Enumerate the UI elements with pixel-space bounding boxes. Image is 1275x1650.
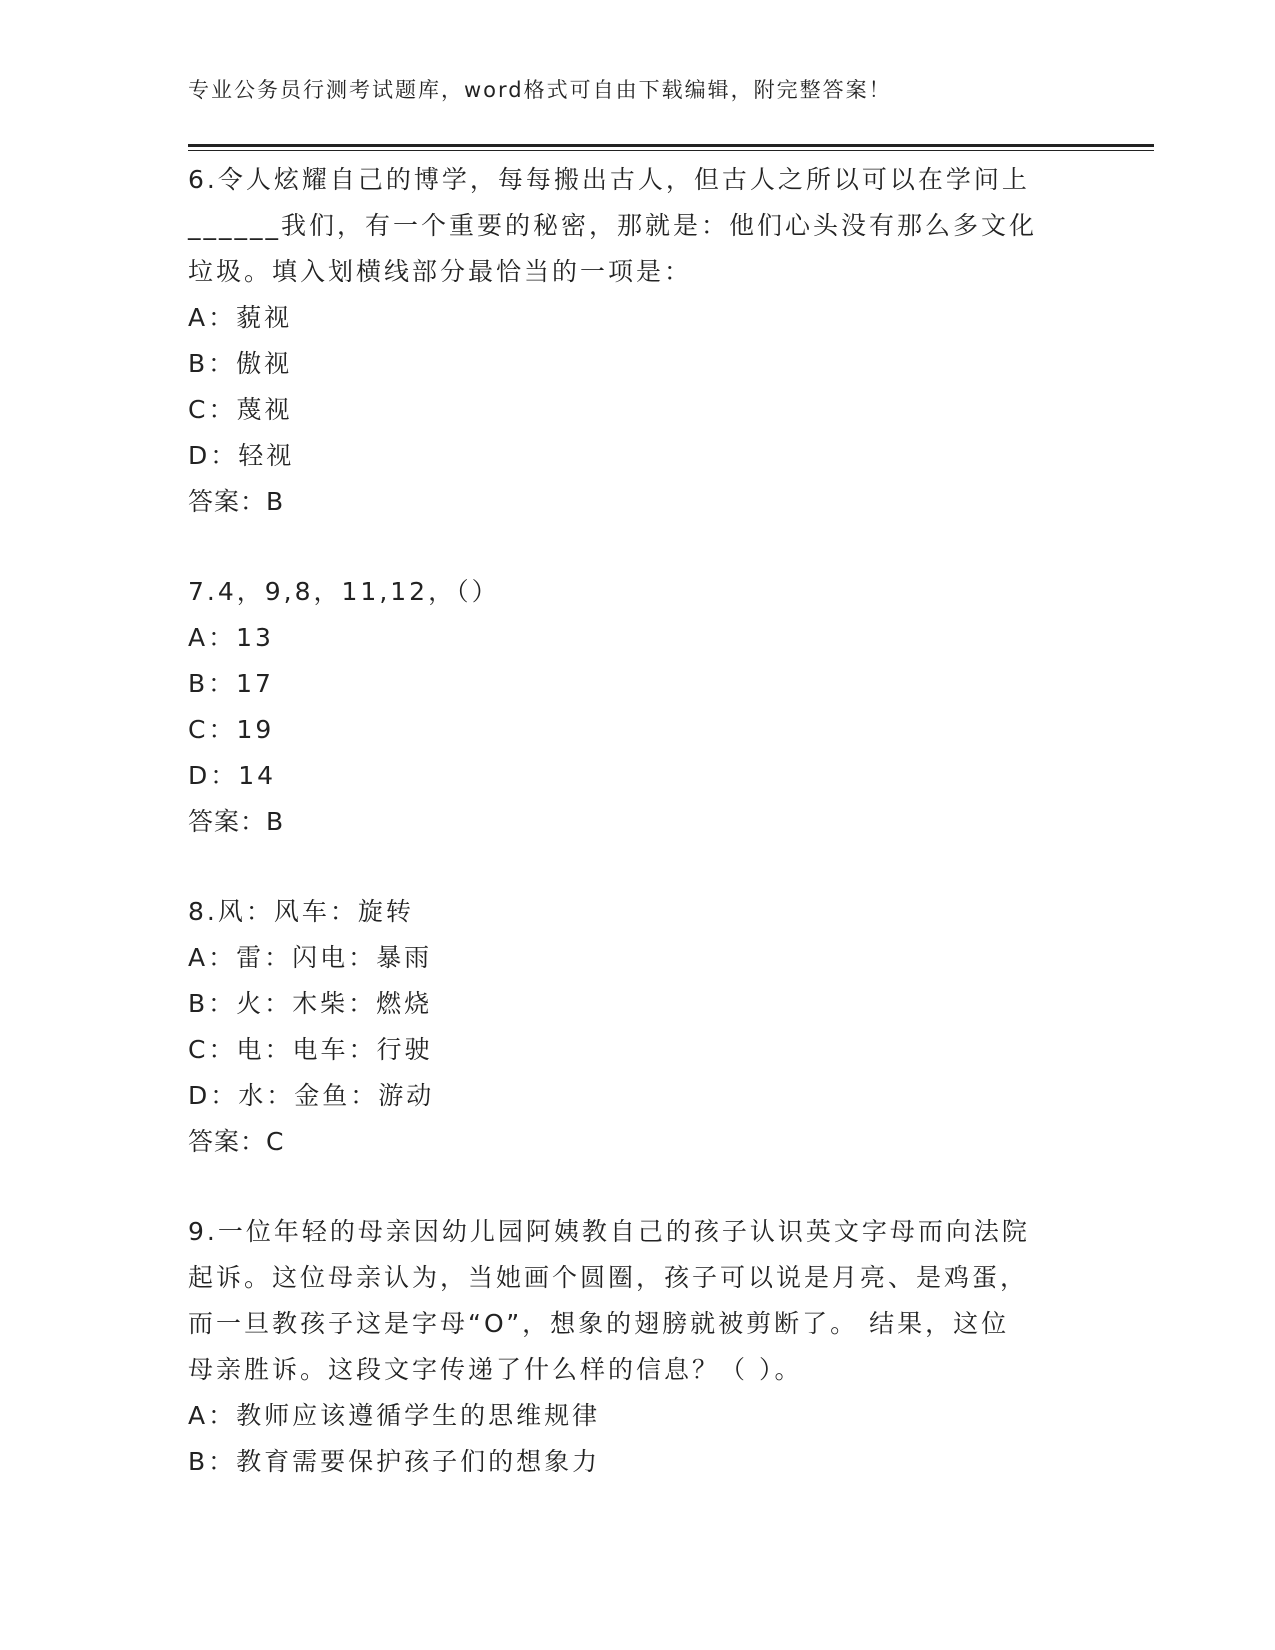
question-stem-line: 垃圾。填入划横线部分最恰当的一项是： xyxy=(188,257,693,286)
option-b: B：教育需要保护孩子们的想象力 xyxy=(188,1447,601,1476)
header-rule-thin xyxy=(188,150,1154,151)
option-d: D：14 xyxy=(188,761,277,790)
answer: 答案：C xyxy=(188,1127,285,1156)
question-8 xyxy=(188,889,1088,1165)
answer: 答案：B xyxy=(188,807,285,836)
question-stem-line: 母亲胜诉。这段文字传递了什么样的信息？（ ）。 xyxy=(188,1355,803,1384)
page-header: 专业公务员行测考试题库，word格式可自由下载编辑，附完整答案！ xyxy=(188,78,892,102)
question-9 xyxy=(188,1209,1088,1485)
question-list xyxy=(188,157,1088,1529)
answer: 答案：B xyxy=(188,487,285,516)
option-d: D：轻视 xyxy=(188,441,295,470)
question-stem-line: 起诉。这位母亲认为，当她画个圆圈，孩子可以说是月亮、是鸡蛋， xyxy=(188,1263,1029,1292)
option-b: B：火：木柴：燃烧 xyxy=(188,989,433,1018)
question-6 xyxy=(188,157,1088,525)
question-stem-line: ______我们，有一个重要的秘密，那就是：他们心头没有那么多文化 xyxy=(188,211,1038,240)
option-c: C：蔑视 xyxy=(188,395,293,424)
option-a: A：教师应该遵循学生的思维规律 xyxy=(188,1401,601,1430)
option-a: A：藐视 xyxy=(188,303,293,332)
option-c: C：19 xyxy=(188,715,275,744)
option-c: C：电：电车：行驶 xyxy=(188,1035,433,1064)
option-b: B：傲视 xyxy=(188,349,293,378)
question-stem-line: 8.风：风车：旋转 xyxy=(188,897,414,926)
option-a: A：雷：闪电：暴雨 xyxy=(188,943,433,972)
question-stem-line: 6.令人炫耀自己的博学，每每搬出古人，但古人之所以可以在学问上 xyxy=(188,165,1030,194)
question-stem-line: 而一旦教孩子这是字母“O”，想象的翅膀就被剪断了。 结果，这位 xyxy=(188,1309,1010,1338)
option-d: D：水：金鱼：游动 xyxy=(188,1081,435,1110)
question-stem-line: 9.一位年轻的母亲因幼儿园阿姨教自己的孩子认识英文字母而向法院 xyxy=(188,1217,1030,1246)
header-rule-thick xyxy=(188,144,1154,147)
question-stem-line: 7.4，9,8，11,12，（） xyxy=(188,577,500,606)
option-a: A：13 xyxy=(188,623,274,652)
question-7 xyxy=(188,569,1088,845)
option-b: B：17 xyxy=(188,669,274,698)
